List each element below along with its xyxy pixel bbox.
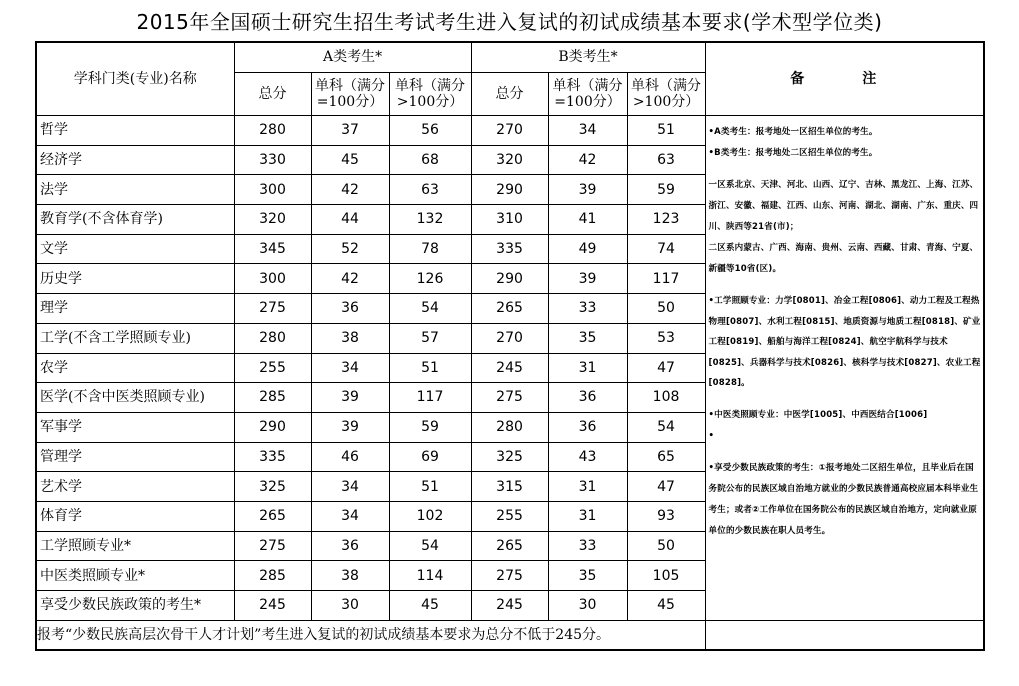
score-cell-b-s-over: 47 — [627, 353, 705, 383]
subject-cell: 文学 — [36, 234, 234, 264]
score-cell-b-total: 310 — [471, 205, 548, 235]
score-cell-a-total: 245 — [234, 591, 311, 621]
note-b-class: •B类考生：报考地处二区招生单位的考生。 — [708, 148, 878, 158]
subject-cell: 理学 — [36, 294, 234, 324]
note-spacer — [709, 280, 982, 291]
score-cell-b-s100: 42 — [548, 145, 627, 175]
subject-cell: 管理学 — [36, 442, 234, 472]
score-cell-a-s-over: 56 — [389, 116, 471, 146]
subject-cell: 教育学(不含体育学) — [36, 205, 234, 235]
score-cell-b-s-over: 105 — [627, 561, 705, 591]
score-cell-a-s100: 37 — [311, 116, 389, 146]
note-zone-1: 一区系北京、天津、河北、山西、辽宁、吉林、黑龙江、上海、江苏、浙江、安徽、福建、江西、山东、河南、湖北、湖南、广东、重庆、四川、陕西等21省(市)； — [708, 180, 979, 232]
score-cell-a-total: 255 — [234, 353, 311, 383]
score-cell-b-s100: 39 — [548, 175, 627, 205]
col-total-a: 总分 — [234, 73, 311, 116]
score-cell-a-s-over: 69 — [389, 442, 471, 472]
score-cell-b-s100: 49 — [548, 234, 627, 264]
score-cell-b-total: 275 — [471, 561, 548, 591]
subject-cell: 农学 — [36, 353, 234, 383]
score-cell-b-total: 280 — [471, 412, 548, 442]
score-cell-b-s-over: 50 — [627, 294, 705, 324]
score-cell-b-total: 290 — [471, 175, 548, 205]
score-cell-a-total: 280 — [234, 323, 311, 353]
score-cell-a-s-over: 102 — [389, 501, 471, 531]
footer-row — [36, 620, 984, 650]
score-cell-a-s-over: 78 — [389, 234, 471, 264]
score-cell-b-s-over: 45 — [627, 591, 705, 621]
score-cell-b-s100: 31 — [548, 501, 627, 531]
table-body — [36, 116, 984, 621]
score-cell-a-s-over: 68 — [389, 145, 471, 175]
score-cell-a-s100: 39 — [311, 383, 389, 413]
score-cell-b-s-over: 59 — [627, 175, 705, 205]
notes-header: 备 注 — [705, 42, 984, 116]
score-cell-a-s100: 38 — [311, 323, 389, 353]
note-zone-2: 二区系内蒙古、广西、海南、贵州、云南、西藏、甘肃、青海、宁夏、新疆等10省(区)。 — [708, 243, 979, 274]
score-cell-a-total: 285 — [234, 561, 311, 591]
score-cell-b-s100: 31 — [548, 472, 627, 502]
score-cell-a-s100: 39 — [311, 412, 389, 442]
score-cell-b-s-over: 51 — [627, 116, 705, 146]
score-cell-a-s100: 42 — [311, 264, 389, 294]
subject-cell: 军事学 — [36, 412, 234, 442]
score-cell-b-s100: 39 — [548, 264, 627, 294]
score-cell-b-total: 325 — [471, 442, 548, 472]
score-cell-a-s-over: 126 — [389, 264, 471, 294]
score-cell-b-s-over: 53 — [627, 323, 705, 353]
note-minority: •享受少数民族政策的考生：①报考地处二区招生单位，且毕业后在国务院公布的民族区域自治地方就业的少数民族普通高校应届本科毕业生考生；或者②工作单位在国务院公布的民族区域自治地方，定向就业原单位的少数民族在职人员考生。 — [708, 462, 979, 536]
score-cell-a-total: 300 — [234, 175, 311, 205]
score-cell-b-total: 275 — [471, 383, 548, 413]
subject-cell: 经济学 — [36, 145, 234, 175]
score-cell-b-total: 320 — [471, 145, 548, 175]
score-cell-a-total: 330 — [234, 145, 311, 175]
score-cell-b-s100: 36 — [548, 412, 627, 442]
note-engineering: •工学照顾专业：力学[0801]、冶金工程[0806]、动力工程及工程热物理[0807]、水利工程[0815]、地质资源与地质工程[0818]、矿业工程[0819]、船舶与海洋工程[0824]、航空宇航科学与技术[0825]、兵器科学与技术[0826]、核科学与技术[0827]、农业工程[0828]。 — [708, 296, 981, 388]
score-cell-b-s-over: 117 — [627, 264, 705, 294]
subject-header: 学科门类(专业)名称 — [36, 42, 234, 116]
page-title: 2015年全国硕士研究生招生考试考生进入复试的初试成绩基本要求(学术型学位类) — [136, 10, 883, 34]
score-cell-b-s-over: 65 — [627, 442, 705, 472]
score-cell-a-s100: 34 — [311, 501, 389, 531]
score-cell-b-s-over: 74 — [627, 234, 705, 264]
score-cell-a-s100: 30 — [311, 591, 389, 621]
score-cell-a-total: 275 — [234, 531, 311, 561]
score-cell-a-total: 320 — [234, 205, 311, 235]
score-cell-b-s100: 41 — [548, 205, 627, 235]
score-cell-b-s-over: 54 — [627, 412, 705, 442]
subject-cell: 哲学 — [36, 116, 234, 146]
score-cell-a-s100: 44 — [311, 205, 389, 235]
score-cell-b-total: 265 — [471, 294, 548, 324]
score-cell-b-total: 265 — [471, 531, 548, 561]
footer-note: 报考“少数民族高层次骨干人才计划”考生进入复试的初试成绩基本要求为总分不低于245分。 — [36, 620, 705, 650]
score-cell-a-s-over: 59 — [389, 412, 471, 442]
col-single100-b: 单科（满分=100分） — [548, 73, 627, 116]
notes-cell — [705, 116, 984, 621]
score-cell-a-total: 265 — [234, 501, 311, 531]
score-cell-b-s100: 43 — [548, 442, 627, 472]
score-table — [35, 41, 985, 651]
col-single-over-a: 单科（满分>100分） — [389, 73, 471, 116]
score-cell-b-total: 245 — [471, 591, 548, 621]
score-cell-b-total: 315 — [471, 472, 548, 502]
score-cell-b-total: 290 — [471, 264, 548, 294]
score-cell-a-total: 280 — [234, 116, 311, 146]
score-cell-a-s-over: 132 — [389, 205, 471, 235]
score-cell-b-s100: 35 — [548, 323, 627, 353]
score-cell-a-total: 335 — [234, 442, 311, 472]
score-cell-b-s100: 31 — [548, 353, 627, 383]
score-cell-b-s-over: 50 — [627, 531, 705, 561]
group-b-header: B类考生* — [471, 42, 705, 73]
score-cell-b-s-over: 47 — [627, 472, 705, 502]
score-cell-b-s-over: 93 — [627, 501, 705, 531]
score-cell-b-total: 245 — [471, 353, 548, 383]
score-cell-a-s100: 36 — [311, 531, 389, 561]
score-cell-a-s-over: 45 — [389, 591, 471, 621]
score-cell-b-s100: 33 — [548, 294, 627, 324]
score-cell-a-s-over: 114 — [389, 561, 471, 591]
score-cell-a-s100: 38 — [311, 561, 389, 591]
score-cell-b-s100: 36 — [548, 383, 627, 413]
score-cell-a-s-over: 117 — [389, 383, 471, 413]
score-cell-a-s-over: 63 — [389, 175, 471, 205]
note-tcm: •中医类照顾专业：中医学[1005]、中西医结合[1006] — [708, 409, 928, 420]
subject-cell: 医学(不含中医类照顾专业) — [36, 383, 234, 413]
note-spacer — [709, 164, 982, 175]
score-cell-a-s100: 46 — [311, 442, 389, 472]
score-cell-a-s-over: 51 — [389, 472, 471, 502]
table-row — [36, 116, 984, 146]
subject-cell: 历史学 — [36, 264, 234, 294]
score-cell-a-total: 290 — [234, 412, 311, 442]
subject-cell: 艺术学 — [36, 472, 234, 502]
score-cell-b-total: 255 — [471, 501, 548, 531]
header-row-1 — [36, 42, 984, 73]
score-cell-a-s100: 36 — [311, 294, 389, 324]
score-cell-a-s-over: 51 — [389, 353, 471, 383]
subject-cell: 中医类照顾专业* — [36, 561, 234, 591]
subject-cell: 工学(不含工学照顾专业) — [36, 323, 234, 353]
note-a-class: •A类考生：报考地处一区招生单位的考生。 — [708, 127, 878, 137]
col-total-b: 总分 — [471, 73, 548, 116]
score-cell-b-s100: 30 — [548, 591, 627, 621]
score-cell-b-total: 335 — [471, 234, 548, 264]
score-cell-a-total: 300 — [234, 264, 311, 294]
score-cell-b-s-over: 63 — [627, 145, 705, 175]
score-cell-b-total: 270 — [471, 323, 548, 353]
score-cell-a-s100: 42 — [311, 175, 389, 205]
score-cell-a-s100: 45 — [311, 145, 389, 175]
note-tcm-bullet: • — [708, 430, 715, 441]
score-cell-b-s100: 33 — [548, 531, 627, 561]
col-single100-a: 单科（满分=100分） — [311, 73, 389, 116]
score-cell-b-s-over: 123 — [627, 205, 705, 235]
subject-cell: 享受少数民族政策的考生* — [36, 591, 234, 621]
score-cell-a-s-over: 54 — [389, 531, 471, 561]
subject-cell: 法学 — [36, 175, 234, 205]
subject-cell: 工学照顾专业* — [36, 531, 234, 561]
score-cell-a-total: 325 — [234, 472, 311, 502]
score-cell-a-s-over: 57 — [389, 323, 471, 353]
score-cell-a-s-over: 54 — [389, 294, 471, 324]
score-cell-a-s100: 34 — [311, 353, 389, 383]
subject-cell: 体育学 — [36, 501, 234, 531]
col-single-over-b: 单科（满分>100分） — [627, 73, 705, 116]
score-cell-a-s100: 34 — [311, 472, 389, 502]
score-cell-b-s100: 34 — [548, 116, 627, 146]
score-cell-b-s100: 35 — [548, 561, 627, 591]
score-cell-b-s-over: 108 — [627, 383, 705, 413]
group-a-header: A类考生* — [234, 42, 471, 73]
score-cell-a-total: 285 — [234, 383, 311, 413]
score-cell-a-total: 345 — [234, 234, 311, 264]
score-cell-a-s100: 52 — [311, 234, 389, 264]
score-cell-b-total: 270 — [471, 116, 548, 146]
note-spacer — [709, 394, 982, 405]
note-spacer — [709, 447, 982, 458]
score-cell-a-total: 275 — [234, 294, 311, 324]
